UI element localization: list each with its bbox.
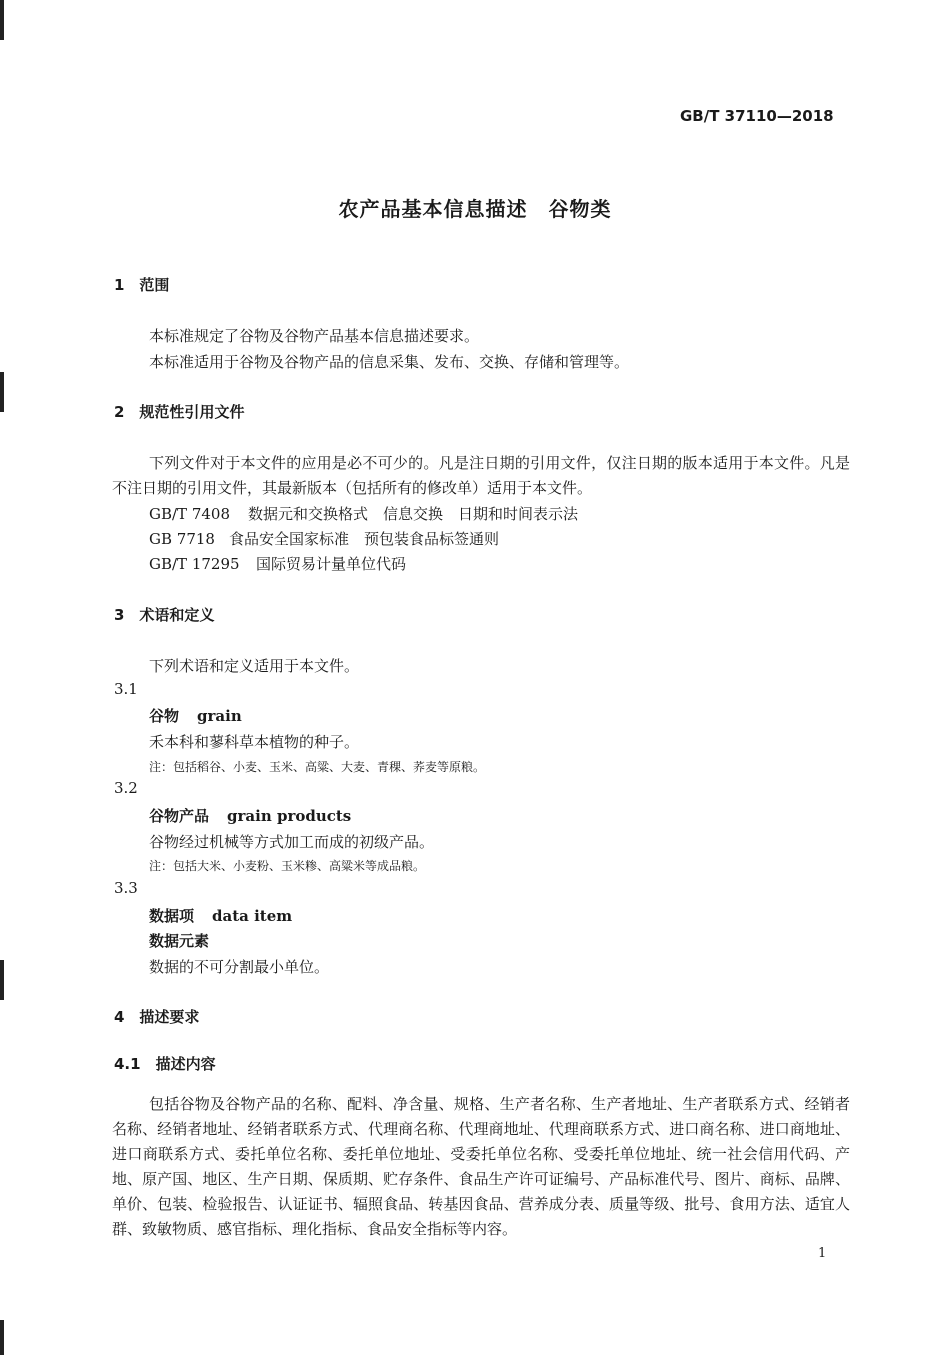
term-number: 3.1 [114, 680, 138, 698]
term-number: 3.3 [114, 879, 138, 897]
term-zh: 谷物 [149, 707, 180, 725]
term-en: grain [197, 707, 242, 725]
standard-code: GB/T 37110—2018 [680, 107, 834, 125]
section-4-heading: 4 描述要求 [114, 1008, 200, 1026]
term-zh: 谷物产品 [149, 807, 210, 825]
section-1-para-2: 本标准适用于谷物及谷物产品的信息采集、发布、交换、存储和管理等。 [149, 353, 630, 371]
reference-title: 国际贸易计量单位代码 [256, 555, 407, 573]
term-note: 注：包括稻谷、小麦、玉米、高粱、大麦、青稞、荞麦等原粮。 [149, 760, 486, 774]
scan-edge-mark [0, 1320, 4, 1355]
section-1-heading: 1 范围 [114, 276, 170, 294]
section-3-heading: 3 术语和定义 [114, 606, 215, 624]
document-title: 农产品基本信息描述 谷物类 [338, 197, 612, 221]
reference-title: 食品安全国家标准 预包装食品标签通则 [229, 530, 500, 548]
reference-item [149, 503, 578, 524]
term-number: 3.2 [114, 779, 138, 797]
term-alt: 数据元素 [149, 932, 210, 950]
reference-code: GB 7718 [149, 530, 215, 548]
term-zh: 数据项 [149, 907, 195, 925]
term-en: grain products [227, 807, 352, 825]
term-heading [149, 905, 292, 926]
reference-code: GB/T 17295 [149, 555, 240, 573]
scan-edge-mark [0, 960, 4, 1000]
scan-edge-mark [0, 0, 4, 40]
term-definition: 数据的不可分割最小单位。 [149, 958, 330, 976]
reference-item [149, 553, 406, 574]
scan-edge-mark [0, 372, 4, 412]
section-4-1-text: 包括谷物及谷物产品的名称、配料、净含量、规格、生产者名称、生产者地址、生产者联系方式、经销者名称、经销者地址、经销者联系方式、代理商名称、代理商地址、代理商联系方式、进口商名称、进口商地址、进口商联系方式、委托单位名称、委托单位地址、受委托单位名称、受委托单位地址、统一社会信用代码、产地、原产国、地区、生产日期、保质期、贮存条件、食品生产许可证编号、产品标准代号、图片、商标、品牌、单价、包装、检验报告、认证证书、辐照食品、转基因食品、营养成分表、质量等级、批号、食用方法、适宜人群、致敏物质、感官指标、理化指标、食品安全指标等内容。 [112, 1095, 850, 1238]
section-2-intro: 下列文件对于本文件的应用是必不可少的。凡是注日期的引用文件，仅注日期的版本适用于本文件。凡是不注日期的引用文件，其最新版本（包括所有的修改单）适用于本文件。 [112, 454, 850, 497]
reference-code: GB/T 7408 [149, 505, 231, 523]
term-note: 注：包括大米、小麦粉、玉米糁、高粱米等成品粮。 [149, 859, 426, 873]
term-definition: 谷物经过机械等方式加工而成的初级产品。 [149, 833, 435, 851]
term-definition: 禾本科和蓼科草本植物的种子。 [149, 733, 360, 751]
term-heading [149, 705, 242, 726]
section-2-heading: 2 规范性引用文件 [114, 403, 245, 421]
term-heading [149, 805, 351, 826]
term-en: data item [212, 907, 293, 925]
section-1-para-1: 本标准规定了谷物及谷物产品基本信息描述要求。 [149, 327, 480, 345]
page-number: 1 [818, 1246, 827, 1261]
section-3-intro: 下列术语和定义适用于本文件。 [149, 657, 360, 675]
reference-item [149, 528, 499, 549]
section-4-1-heading: 4.1 描述内容 [114, 1055, 216, 1073]
reference-title: 数据元和交换格式 信息交换 日期和时间表示法 [248, 505, 579, 523]
